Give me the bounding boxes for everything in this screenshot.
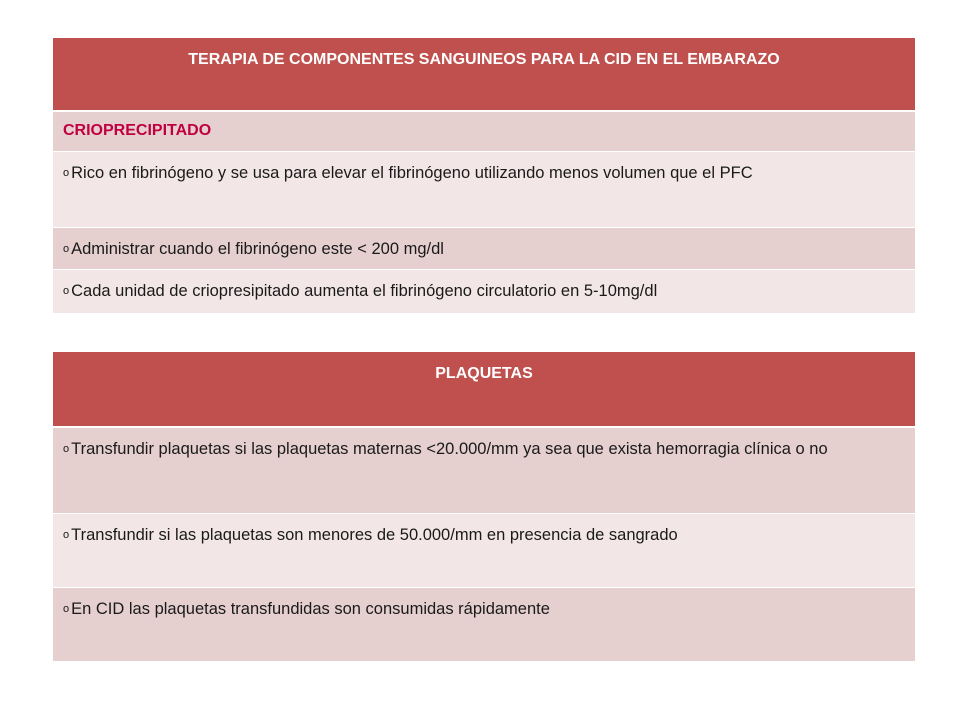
bullet-icon: o <box>63 285 70 297</box>
row-text: Administrar cuando el fibrinógeno este < 200 mg/dl <box>71 240 444 258</box>
table1-subheader: CRIOPRECIPITADO <box>53 112 915 152</box>
table-row <box>53 152 915 228</box>
bullet-icon: o <box>63 243 70 255</box>
table-row <box>53 588 915 662</box>
bullet-icon: o <box>63 603 70 615</box>
table1-header: TERAPIA DE COMPONENTES SANGUINEOS PARA LA CID EN EL EMBARAZO <box>53 38 915 112</box>
bullet-icon: o <box>63 443 70 455</box>
bullet-icon: o <box>63 529 70 541</box>
row-text: Transfundir si las plaquetas son menores de 50.000/mm en presencia de sangrado <box>71 526 678 544</box>
table-row <box>53 428 915 514</box>
row-text: En CID las plaquetas transfundidas son consumidas rápidamente <box>71 600 550 618</box>
table2-header: PLAQUETAS <box>53 352 915 428</box>
table-row <box>53 270 915 314</box>
bullet-icon: o <box>63 167 70 179</box>
table-row <box>53 228 915 270</box>
platelets-table <box>53 352 915 662</box>
row-text: Transfundir plaquetas si las plaquetas maternas <20.000/mm ya sea que exista hemorragia clínica o no <box>71 440 828 458</box>
row-text: Cada unidad de criopresipitado aumenta el fibrinógeno circulatorio en 5-10mg/dl <box>71 282 658 300</box>
fibrinogen-table <box>53 38 915 314</box>
row-text: Rico en fibrinógeno y se usa para elevar el fibrinógeno utilizando menos volumen que el PFC <box>71 164 753 182</box>
table-row <box>53 514 915 588</box>
